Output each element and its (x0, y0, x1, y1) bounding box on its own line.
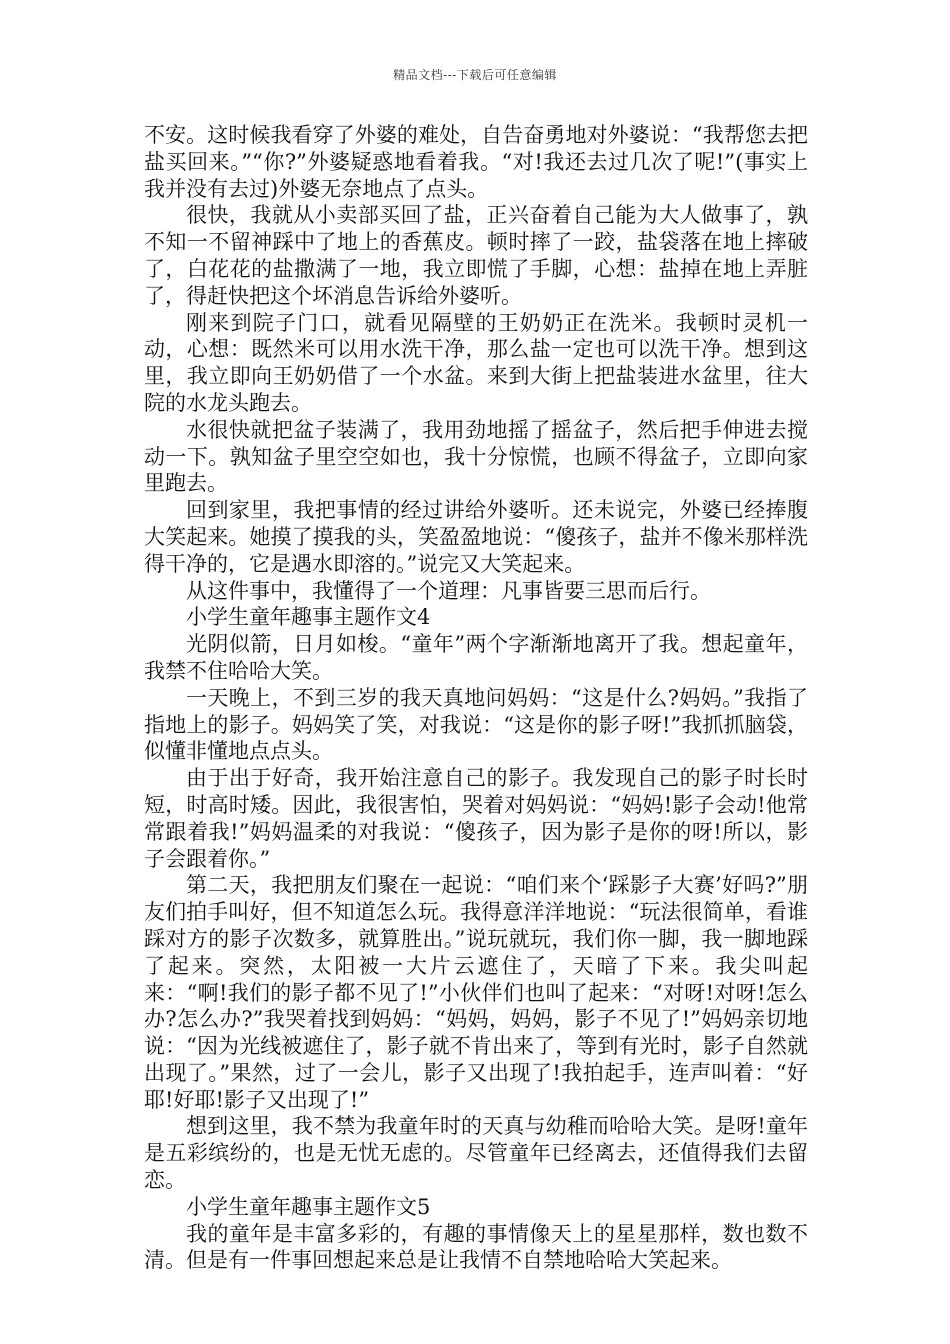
paragraph: 我的童年是丰富多彩的，有趣的事情像天上的星星那样，数也数不清。但是有一件事回想起来总是让我情不自禁地哈哈大笑起来。 (144, 1221, 808, 1273)
paragraph: 光阴似箭，日月如梭。“童年”两个字渐渐地离开了我。想起童年，我禁不住哈哈大笑。 (144, 632, 808, 683)
paragraph: 很快，我就从小卖部买回了盐，正兴奋着自己能为大人做事了，孰不知一不留神踩中了地上的香蕉皮。顿时摔了一跤，盐袋落在地上摔破了，白花花的盐撒满了一地，我立即慌了手脚，心想：盐掉在地上弄脏了，得赶快把这个坏消息告诉给外婆听。 (144, 203, 808, 308)
section-heading: 小学生童年趣事主题作文5 (186, 1194, 431, 1219)
paragraph: 回到家里，我把事情的经过讲给外婆听。还未说完，外婆已经捧腹大笑起来。她摸了摸我的头，笑盈盈地说：“傻孩子，盐并不像米那样洗得干净的，它是遇水即溶的。”说完又大笑起来。 (144, 498, 808, 576)
paragraph: 从这件事中，我懂得了一个道理：凡事皆要三思而后行。 (186, 578, 711, 603)
paragraph: 由于出于好奇，我开始注意自己的影子。我发现自己的影子时长时短，时高时矮。因此，我很害怕，哭着对妈妈说：“妈妈!影子会动!他常常跟着我!”妈妈温柔的对我说：“傻孩子，因为影子是你的呀!所以，影子会跟着你。” (144, 766, 808, 871)
section-heading: 小学生童年趣事主题作文4 (186, 605, 431, 630)
paragraph: 水很快就把盆子装满了，我用劲地摇了摇盆子，然后把手伸进去搅动一下。孰知盆子里空空如也，我十分惊慌，也顾不得盆子，立即向家里跑去。 (144, 417, 808, 496)
paragraph: 想到这里，我不禁为我童年时的天真与幼稚而哈哈大笑。是呀!童年是五彩缤纷的，也是无忧无虑的。尽管童年已经离去，还值得我们去留恋。 (144, 1114, 808, 1193)
document-body (144, 122, 808, 1274)
page-header: 精品文档---下载后可任意编辑 (393, 68, 557, 82)
paragraph: 不安。这时候我看穿了外婆的难处，自告奋勇地对外婆说：“我帮您去把盐买回来。”“你?”外婆疑惑地看着我。“对!我还去过几次了呢!”(事实上我并没有去过)外婆无奈地点了点头。 (144, 123, 808, 201)
paragraph: 一天晚上，不到三岁的我天真地问妈妈：“这是什么?妈妈。”我指了指地上的影子。妈妈笑了笑，对我说：“这是你的影子呀!”我抓抓脑袋，似懂非懂地点点头。 (144, 685, 808, 764)
paragraph: 刚来到院子门口，就看见隔壁的王奶奶正在洗米。我顿时灵机一动，心想：既然米可以用水洗干净，那么盐一定也可以洗干净。想到这里，我立即向王奶奶借了一个水盆。来到大街上把盐装进水盆里，往大院的水龙头跑去。 (144, 310, 808, 415)
paragraph: 第二天，我把朋友们聚在一起说：“咱们来个‘踩影子大赛’好吗?”朋友们拍手叫好，但不知道怎么玩。我得意洋洋地说：“玩法很简单，看谁踩对方的影子次数多，就算胜出。”说玩就玩，我们你一脚，我一脚地踩了起来。突然，太阳被一大片云遮住了，天暗了下来。我尖叫起来：“啊!我们的影子都不见了!”小伙伴们也叫了起来：“对呀!对呀!怎么办?怎么办?”我哭着找到妈妈：“妈妈，妈妈，影子不见了!”妈妈亲切地说：“因为光线被遮住了，影子就不肯出来了，等到有光时，影子自然就出现了。”果然，过了一会儿，影子又出现了!我拍起手，连声叫着：“好耶!好耶!影子又出现了!” (144, 873, 808, 1112)
